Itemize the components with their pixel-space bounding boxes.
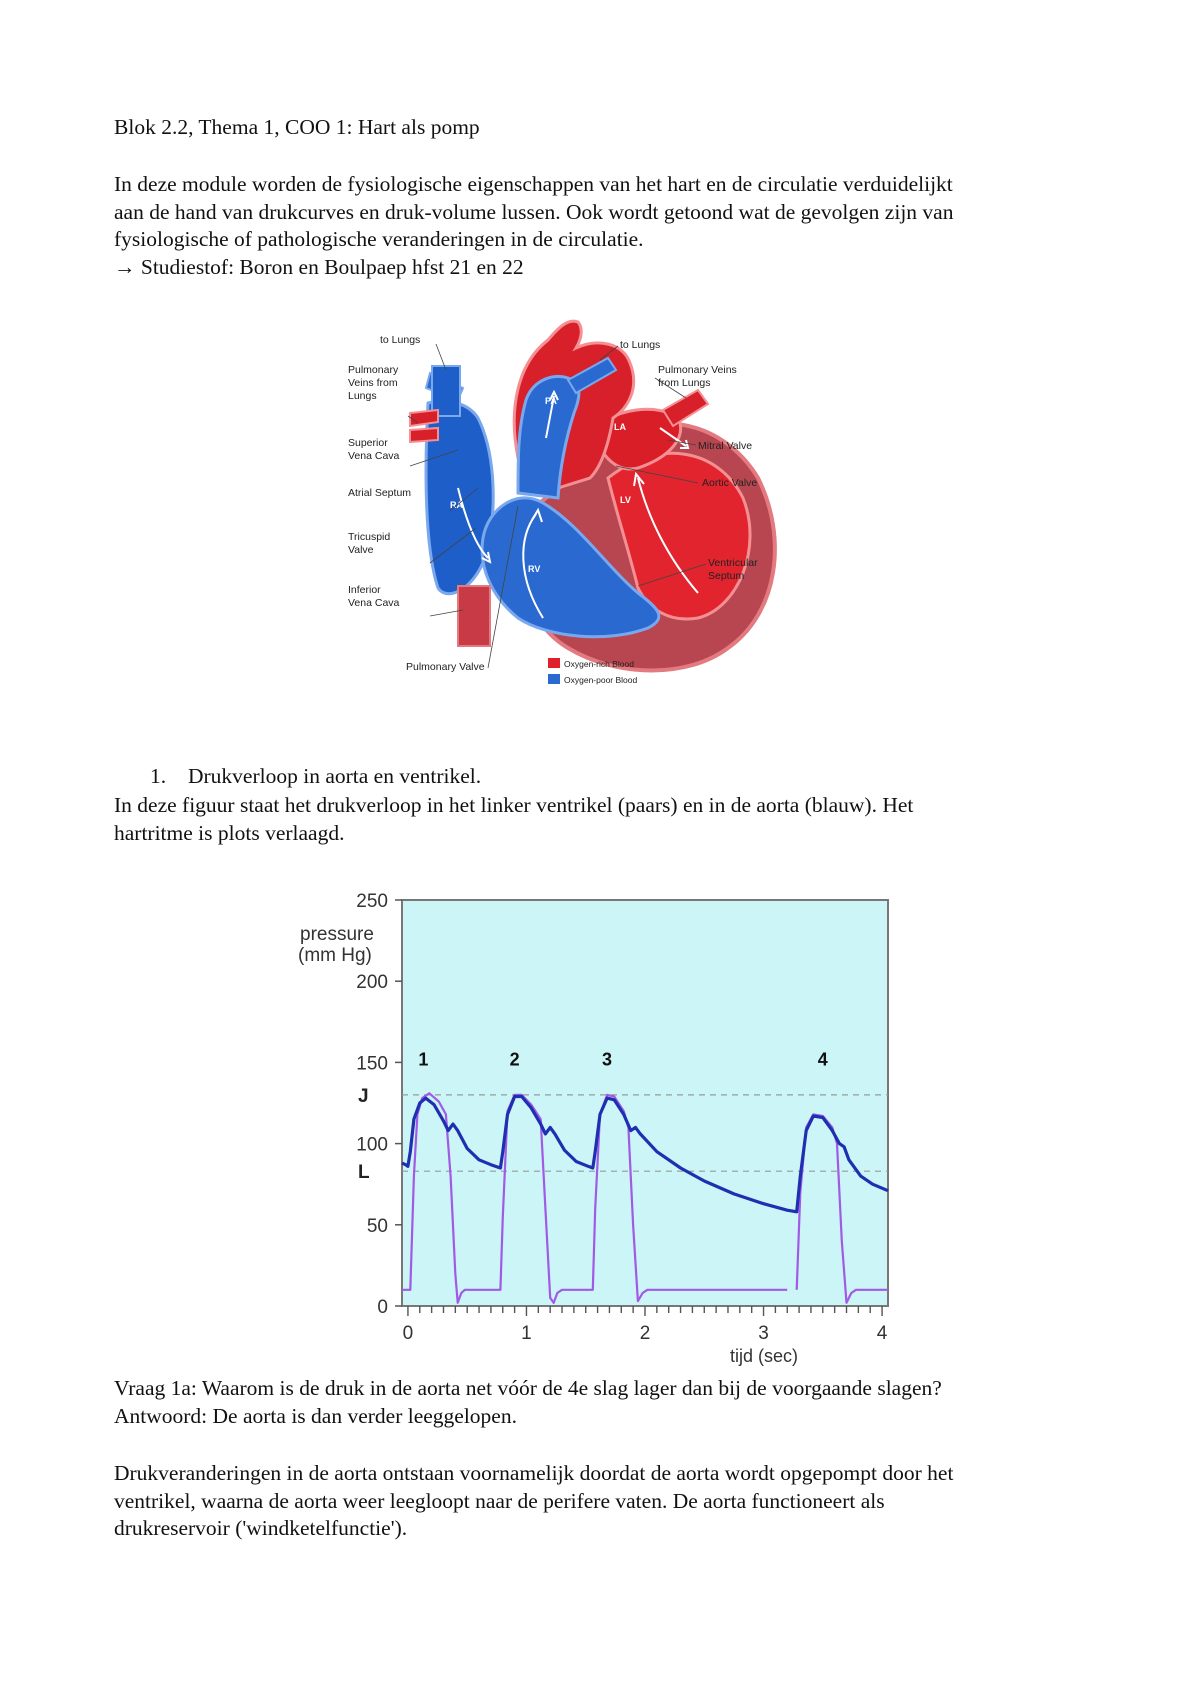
legend-swatch-oxygen-poor — [548, 674, 560, 684]
x-axis-label: tijd (sec) — [730, 1346, 799, 1366]
label-inferior-vena-cava: Inferior Vena Cava — [348, 584, 400, 609]
label-pulm-veins-left: Pulmonary Veins from Lungs — [348, 364, 399, 402]
section-1-number: 1. — [150, 764, 167, 788]
x-tick-label: 2 — [639, 1323, 651, 1344]
section-1-paragraph — [114, 792, 1084, 847]
closing-line: ventrikel, waarna de aorta weer leegloopt naar de perifere vaten. De aorta functioneert als — [114, 1488, 885, 1513]
heart-diagram — [348, 318, 828, 738]
label-lv: LV — [620, 495, 631, 505]
x-tick-label: 4 — [876, 1323, 888, 1344]
label-tricuspid-valve: Tricuspid Valve — [348, 531, 391, 556]
section-1-title: Drukverloop in aorta en ventrikel. — [188, 764, 482, 788]
intro-line: aan de hand van drukcurves en druk-volume lussen. Ook wordt getoond wat de gevolgen zijn van — [114, 199, 954, 224]
label-pa: PA — [545, 396, 557, 406]
x-tick-label: 3 — [758, 1323, 769, 1344]
section-1-line: In deze figuur staat het drukverloop in het linker ventrikel (paars) en in de aorta (blauw). Het — [114, 793, 914, 817]
legend-swatch-oxygen-rich — [548, 658, 560, 668]
closing-line: drukreservoir ('windketelfunctie'). — [114, 1516, 408, 1540]
plot-area — [402, 900, 888, 1306]
label-mitral-valve: Mitral Valve — [698, 440, 753, 452]
beat-label: 1 — [418, 1049, 429, 1070]
inferior-vena-cava — [458, 586, 490, 646]
y-tick-label: 200 — [356, 972, 388, 994]
reference-label: J — [358, 1085, 369, 1107]
label-rv: RV — [528, 564, 541, 574]
y-tick-label: 100 — [356, 1134, 388, 1156]
label-ventricular-septum: Ventricular Septum — [708, 557, 758, 582]
label-aortic-valve: Aortic Valve — [702, 477, 758, 489]
section-1-line: hartritme is plots verlaagd. — [114, 820, 345, 845]
beat-label: 2 — [509, 1049, 520, 1070]
label-pulmonary-valve: Pulmonary Valve — [406, 661, 485, 673]
pulmonary-veins-left — [410, 410, 438, 426]
document-title: Blok 2.2, Thema 1, COO 1: Hart als pomp — [114, 115, 480, 139]
beat-label: 4 — [817, 1049, 828, 1070]
x-tick-label: 1 — [521, 1323, 532, 1344]
label-superior-vena-cava: Superior Vena Cava — [348, 437, 400, 462]
closing-line: Drukveranderingen in de aorta ontstaan voornamelijk doordat de aorta wordt opgepompt door het — [114, 1461, 954, 1485]
beat-label: 3 — [602, 1049, 613, 1070]
superior-vena-cava — [432, 366, 460, 416]
intro-line: fysiologische of pathologische veranderingen in de circulatie. — [114, 227, 644, 251]
label-ao: AO — [490, 390, 504, 400]
label-ra: RA — [450, 500, 463, 510]
intro-line: In deze module worden de fysiologische eigenschappen van het hart en de circulatie verduidelijkt — [114, 172, 953, 196]
legend-label-oxygen-poor: Oxygen-poor Blood — [564, 675, 638, 685]
y-tick-label: 250 — [356, 891, 388, 912]
label-la: LA — [614, 422, 626, 432]
reference-label: L — [358, 1162, 370, 1184]
heart-legend — [548, 658, 638, 685]
intro-paragraph — [114, 171, 1084, 281]
label-pulm-veins-right: Pulmonary Veins from Lungs — [658, 364, 737, 389]
study-material: → Studiestof: Boron en Boulpaep hfst 21 en 22 — [114, 254, 524, 279]
answer-text: Antwoord: De aorta is dan verder leeggelopen. — [114, 1403, 517, 1428]
question-block — [114, 1375, 1084, 1430]
pulmonary-veins-left — [410, 428, 438, 442]
pressure-chart — [290, 882, 910, 1366]
label-to-lungs-right: to Lungs — [620, 339, 661, 351]
label-atrial-septum: Atrial Septum — [348, 487, 412, 499]
y-axis-label: pressure (mm Hg) — [298, 924, 374, 966]
pulmonary-veins-right — [663, 390, 708, 426]
section-1-heading — [150, 764, 481, 789]
legend-label-oxygen-rich: Oxygen-rich Blood — [564, 659, 634, 669]
y-tick-label: 50 — [366, 1215, 388, 1237]
question-text: Vraag 1a: Waarom is de druk in de aorta net vóór de 4e slag lager dan bij de voorgaande slagen? — [114, 1376, 942, 1400]
x-tick-label: 0 — [402, 1323, 414, 1344]
closing-paragraph — [114, 1460, 1084, 1543]
label-to-lungs-left: to Lungs — [380, 334, 421, 346]
y-tick-label: 150 — [356, 1053, 388, 1075]
y-tick-label: 0 — [377, 1297, 388, 1318]
